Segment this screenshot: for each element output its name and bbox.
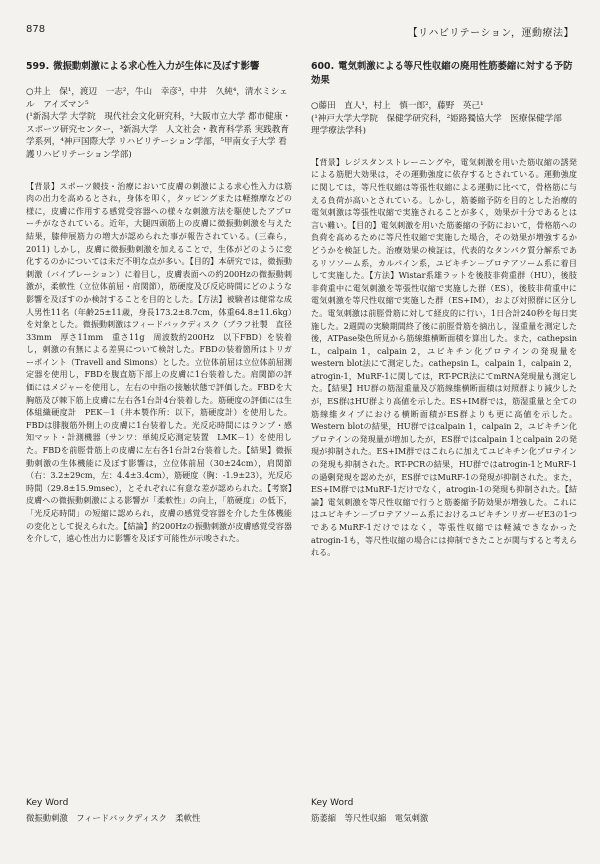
- keyword-heading: Key Word: [311, 798, 354, 808]
- keywords-599: [26, 797, 292, 825]
- abstract-number: 599.: [26, 61, 50, 72]
- page-number: 878: [26, 24, 46, 35]
- abstract-body: 【背景】レジスタンストレーニングや，電気刺激を用いた筋収縮の誘発による筋肥大効果は，その運動強度に依存するとされている。運動強度に関しては，等尺性収縮は等張性収縮による運動に比べて，骨格筋に与える負荷が高いとされている。しかし，筋萎縮予防を目的とした治療的電気刺激は等張性収縮で実施されることが多く，効果が十分であるとは言い難い。【目的】電気刺激を用いた筋萎縮の予防において，骨格筋への負荷を高めるために等尺性収縮で実施した場合，その効果が増強するかどうかを検証した。治療効果の検証は，代表的なタンパク質分解系であるリソソーム系，カルパイン系，ユビキチン－プロテアソーム系に着目して実施した。【方法】Wistar系雄ラットを後肢非荷重群（HU），後肢非荷重中に電気刺激を等張性収縮で実施した群（ES），後肢非荷重中に電気刺激を等尺性収縮で実施した群（ES+IM），および対照群に区分した。電気刺激は前脛骨筋に対して経皮的に行い，1日合計240秒を毎日実施した。2週間の実験期間終了後に前脛骨筋を摘出し，湿重量を測定した後，ATPase染色所見から筋線維横断面積を算出した。また，cathepsin L，calpain 1，calpain 2，ユビキチン化プロテインの発現量をwestern blot法にて測定した。cathepsin L，calpain 1，calpain 2，atrogin-1，MuRF-1に関しては，RT-PCR法にてmRNA発現量も測定した。【結果】HU群の筋湿重量及び筋線維横断面積は対照群より減少したが，ES群はHU群より高値を示した。ES+IM群では，筋湿重量と全ての筋線維タイプにおける横断面積がES群よりも更に高値を示した。Western blotの結果，HU群ではcalpain 1，calpain 2，ユビキチン化プロテインの発現量が増加したが，ES群ではcalpain 1とcalpain 2の発現が抑制された。ES+IM群ではこれらに加えてユビキチン化プロテインの発現も抑制された。RT-PCRの結果，HU群ではatrogin-1とMuRF-1の過剰発現を認めたが，ES群ではMuRF-1の発現が抑制された。また，ES+IM群ではMuRF-1だけでなく，atrogin-1の発現も抑制された。【結論】電気刺激を等尺性収縮で行うと筋萎縮予防効果が増強した。これにはユビキチン－プロテアソーム系におけるユビキチンリガーゼE3の1つであるMuRF-1だけではなく，等張性収縮では軽減できなかったatrogin-1も，等尺性収縮の場合には抑制できたことが関与すると考えられる。: [311, 156, 578, 558]
- keyword-list: 微振動刺激 フィードバックディスク 柔軟性: [26, 813, 201, 823]
- author-list: ○井上 保¹，渡辺 一志²，牛山 幸彦³，中井 久純⁴，清水ミシェル アイズマン⁵: [26, 87, 288, 110]
- affiliation-list: (¹新潟大学 大学院 現代社会文化研究科，²大阪市立大学 都市健康・スポーツ研究センター，³新潟大学 人文社会・教育科学系 実践教育学系列，⁴神戸国際大学 リハビリテーション学部，⁵甲南女子大学 看護リハビリテーション学部): [26, 112, 291, 160]
- abstract-title: [311, 60, 577, 88]
- abstract-title-text: 電気刺激による等尺性収縮の廃用性筋萎縮に対する予防効果: [311, 61, 573, 86]
- abstract-title: [26, 60, 292, 74]
- author-block: [26, 86, 292, 162]
- page-header: [26, 24, 574, 42]
- affiliation-list: (¹神戸大学大学院 保健学研究科，²姫路獨協大学 医療保健学部 理学療法学科): [311, 113, 571, 137]
- keyword-heading: Key Word: [26, 798, 69, 808]
- keyword-list: 筋萎縮 等尺性収縮 電気刺激: [311, 813, 429, 823]
- abstract-number: 600.: [311, 61, 335, 72]
- author-block: [311, 100, 577, 138]
- abstract-600: [311, 60, 577, 559]
- abstract-body: 【背景】スポーツ競技・治療において皮膚の刺激による求心性入力は筋肉の出力を高めるとされ，身体を叩く，タッピングまたは軽擦摩などの様に，皮膚に作用する感覚受容器への様々な刺激方法を駆使したアプローチがなされている。近年，大腿四頭筋上の皮膚に微振動刺激を与えた結果，膝伸展筋力の増大が認められた事が報告されている。(三森ら，2011) しかし，皮膚に微振動刺激を加えることで，生体がどのように変化するのかについては未だ不明な点が多い。【目的】本研究では，微振動刺激（バイブレーション）に着目し，皮膚表面への約200Hzの微振動刺激が，柔軟性（立位体前屈・肩関節），筋硬度及び反応時間にどのような影響を及ぼすのか検討することを目的とした。【方法】被験者は健常な成人男性11名（年齢25±11歳，身長173.2±8.7cm，体重64.8±11.6kg）を対象とした。微振動刺激はフィードバックディスク（ブラフ社製 直径33mm 厚さ11mm 重さ11g 周波数約200Hz 以下FBD）を装着し，刺激の有無による差異について検討した。FBDの装着箇所はトリガーポイント（Travell and Simons）とした。立位体前屈は立位体前屈測定器を使用し，FBDを腹直筋下部上の皮膚に1台装着した。肩関節の評価にはメジャーを使用し，左右の中指の接触状態で評価した。FBDを大胸筋及び棘下筋上皮膚に左右各1台計4台装着した。筋硬度の評価には生体組織硬度計 PEK－1（井本製作所：以下，筋硬度計）を使用した。FBDは腓腹筋外側上の皮膚に1台装着した。光反応時間にはランプ・感知マット・計測機器（サンワ：単純反応測定装置 LMK－1）を使用した。FBDを前脛骨筋上の皮膚に左右各1台計2台装着した。【結果】微振動刺激の生体機能に及ぼす影響は，立位体前屈（30±24cm），肩関節（右：3.2±29cm，左：4.4±3.4cm），筋硬度（胸：-1.9±23），光反応時間（29.8±15.9msec），とそれぞれに有意な差が認められた。【考察】皮膚への微振動刺激による影響が「柔軟性」の向上，「筋硬度」の低下，「光反応時間」の短縮に認められ，皮膚の感覚受容器を介した生体機能の変化として捉えられた。【結論】約200Hzの振動刺激が皮膚感覚受容器を介して，遠心性出力に影響を及ぼす可能性が示唆された。: [26, 180, 292, 544]
- author-list: ○藤田 直人¹，村上 慎一郎²，藤野 英己¹: [311, 101, 484, 111]
- abstract-599: [26, 60, 292, 545]
- abstract-title-text: 微振動刺激による求心性入力が生体に及ぼす影響: [53, 61, 260, 72]
- section-title: 【リハビリテーション，運動療法】: [407, 28, 574, 39]
- keywords-600: [311, 797, 577, 825]
